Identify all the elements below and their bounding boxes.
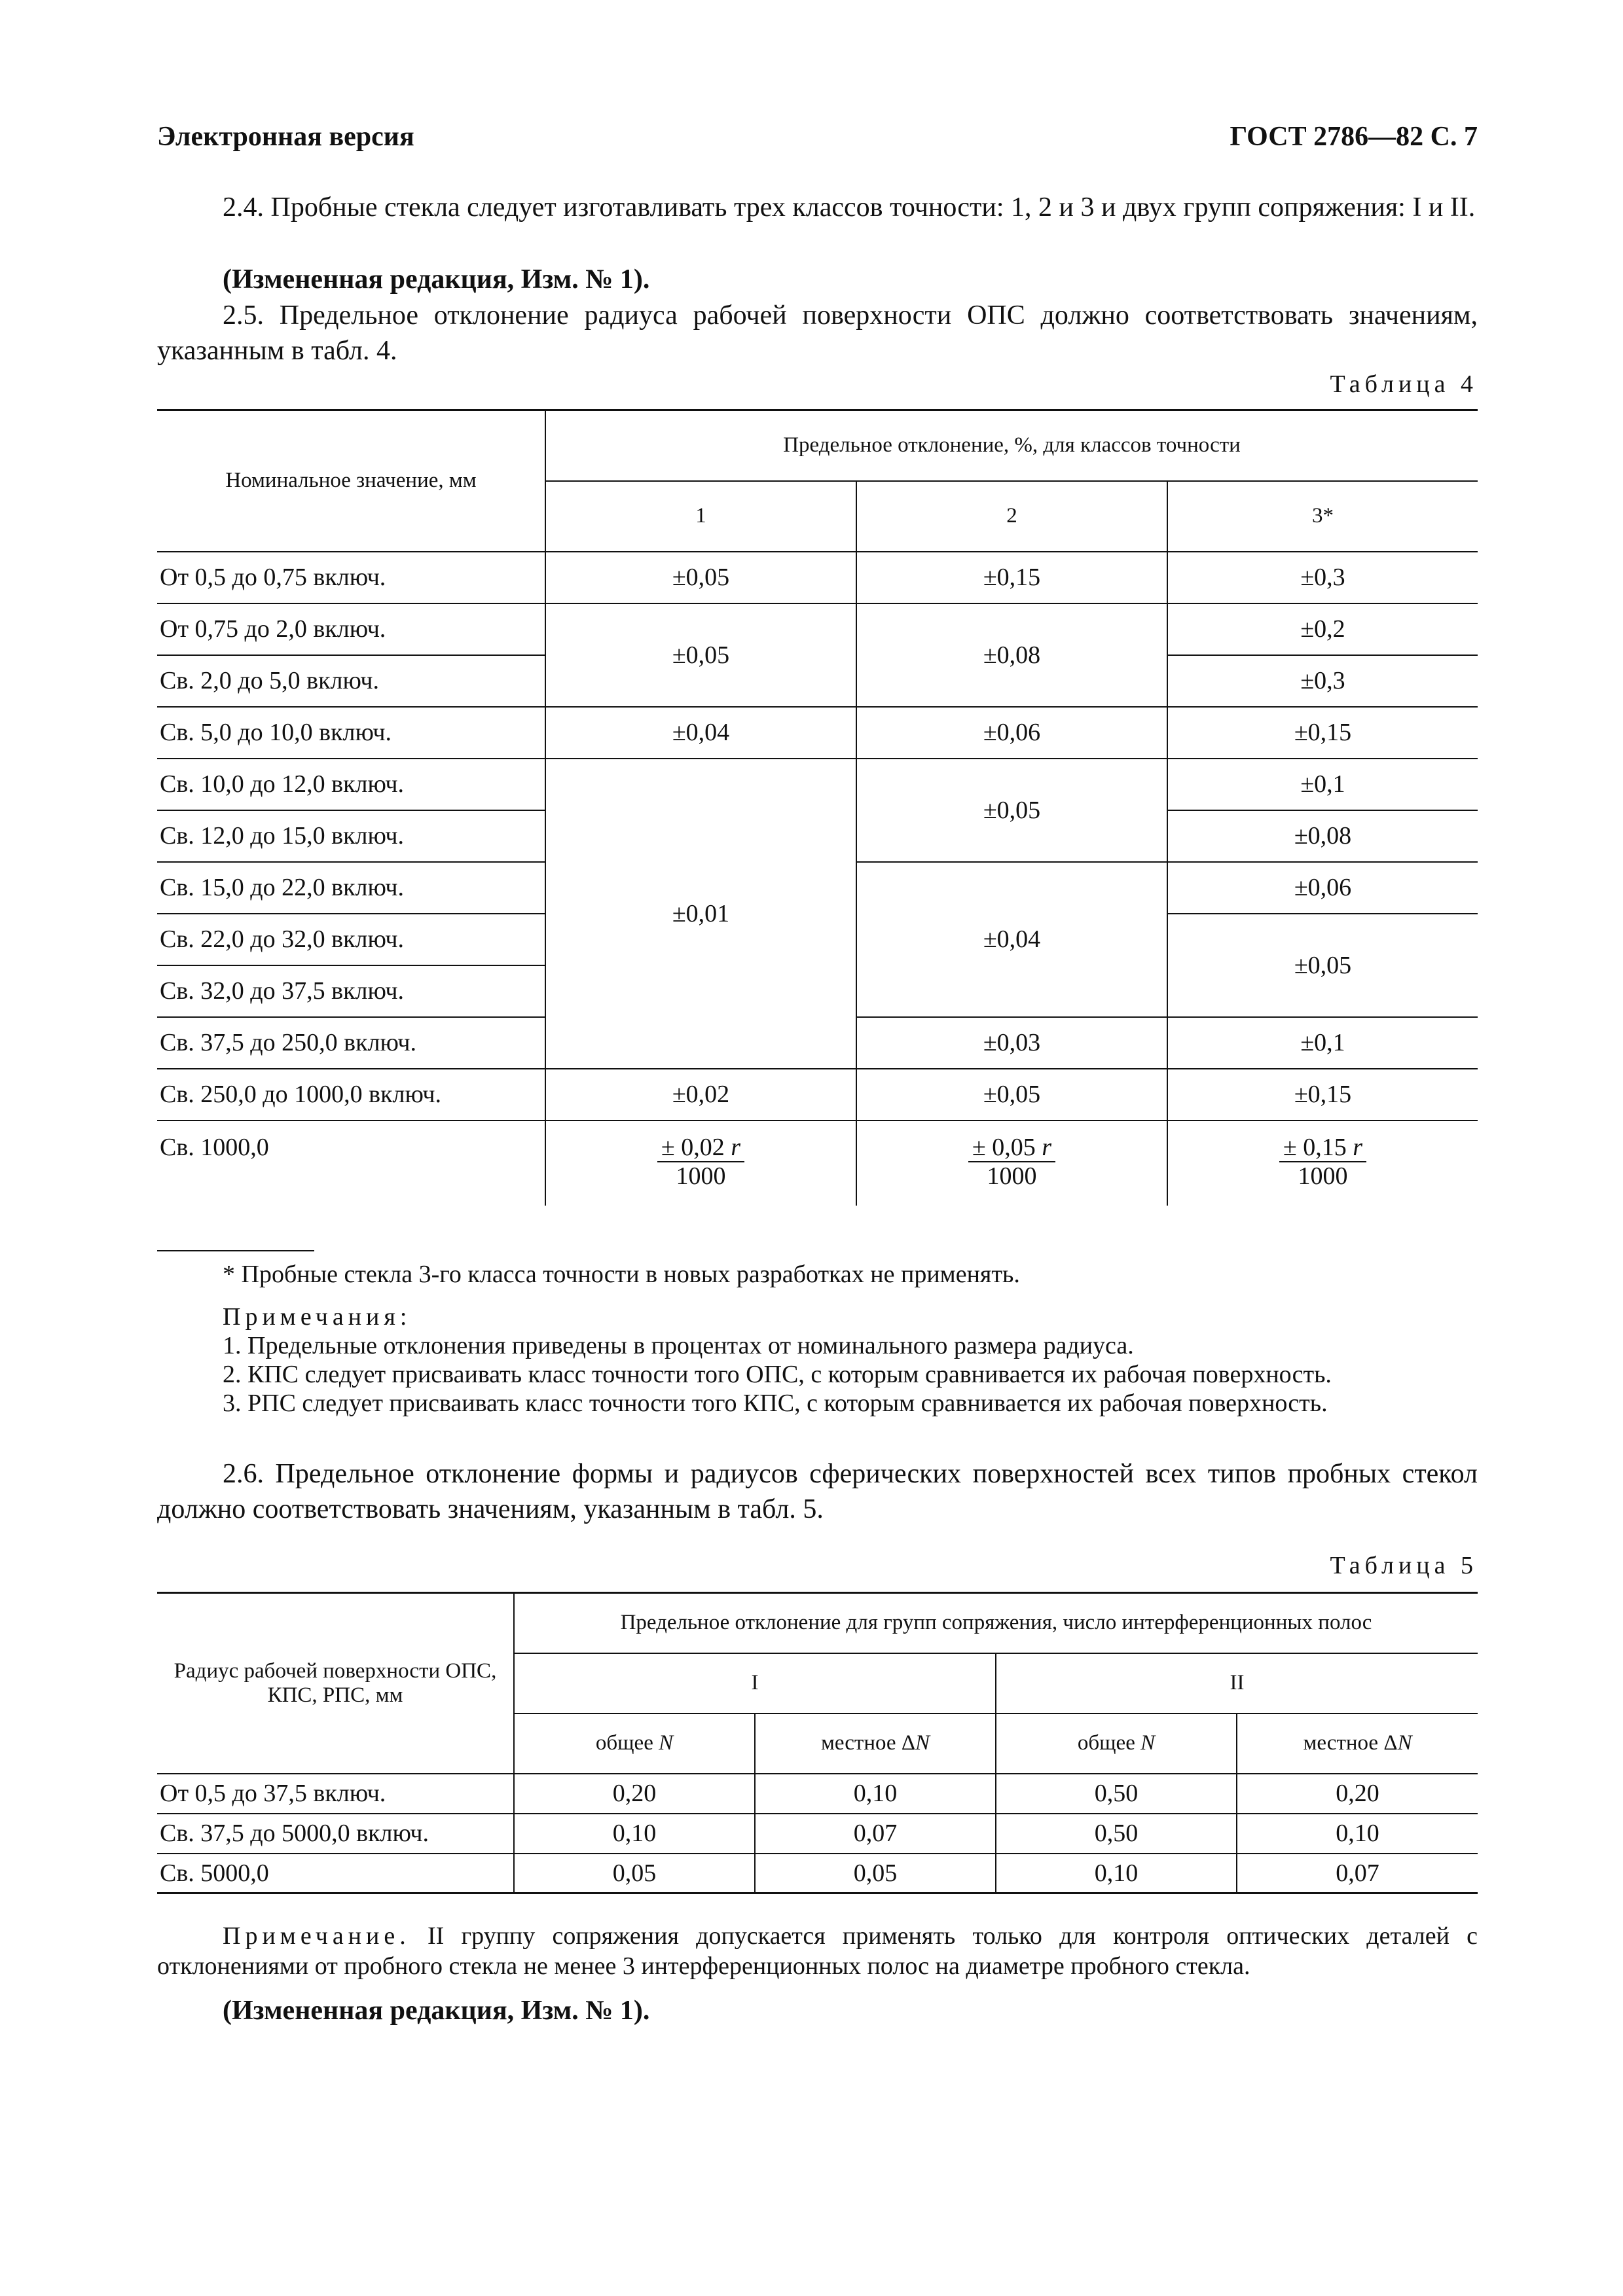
paragraph-2-5: 2.5. Предельное отклонение радиуса рабочей поверхности ОПС должно соответствовать значениям, указанным в табл. 4.: [157, 300, 1478, 366]
cell-value: 0,20: [514, 1774, 755, 1814]
header-deviation: Предельное отклонение для групп сопряжения, число интерференционных полос: [514, 1593, 1478, 1653]
cell-value: ±0,01: [545, 759, 856, 1069]
cell-value: ±0,15: [856, 552, 1167, 603]
header-total-n: общее N: [514, 1713, 755, 1774]
row-label: Св. 2,0 до 5,0 включ.: [157, 655, 545, 707]
header-edition: Электронная версия: [157, 122, 414, 152]
header-total-n: общее N: [996, 1713, 1237, 1774]
cell-value: 0,05: [514, 1854, 755, 1893]
cell-value: 0,10: [1237, 1814, 1478, 1854]
cell-value: ±0,02: [545, 1069, 856, 1121]
note-2: 2. КПС следует присваивать класс точности того ОПС, с которым сравнивается их рабочая поверхность.: [223, 1361, 1332, 1388]
header-radius: Радиус рабочей поверхности ОПС, КПС, РПС, мм: [157, 1593, 514, 1774]
cell-value: ±0,06: [856, 707, 1167, 759]
cell-value: ±0,08: [856, 603, 1167, 707]
header-local-dn: местное ΔN: [755, 1713, 996, 1774]
cell-value: ±0,04: [856, 862, 1167, 1017]
header-group-1: I: [514, 1653, 996, 1713]
cell-value: 0,07: [1237, 1854, 1478, 1893]
row-label: Св. 10,0 до 12,0 включ.: [157, 759, 545, 810]
row-label: От 0,5 до 37,5 включ.: [157, 1774, 514, 1814]
header-standard-page: ГОСТ 2786—82 С. 7: [1230, 122, 1478, 152]
row-label: Св. 5,0 до 10,0 включ.: [157, 707, 545, 759]
cell-value: 0,50: [996, 1814, 1237, 1854]
cell-fraction: $\frac{\pm 0,05 r}{1000}$: [856, 1121, 1167, 1206]
header-local-dn: местное ΔN: [1237, 1713, 1478, 1774]
row-label: Св. 37,5 до 5000,0 включ.: [157, 1814, 514, 1854]
row-label: Св. 5000,0: [157, 1854, 514, 1893]
cell-value: ±0,05: [856, 759, 1167, 862]
cell-value: 0,10: [996, 1854, 1237, 1893]
cell-value: ±0,04: [545, 707, 856, 759]
cell-value: 0,20: [1237, 1774, 1478, 1814]
note-3: 3. РПС следует присваивать класс точности того КПС, с которым сравнивается их рабочая поверхность.: [223, 1390, 1328, 1417]
cell-value: ±0,1: [1167, 1017, 1478, 1069]
cell-value: ±0,06: [1167, 862, 1478, 914]
cell-fraction: $\frac{\pm 0,02 r}{1000}$: [545, 1121, 856, 1206]
header-class-1: 1: [545, 481, 856, 552]
cell-value: ±0,15: [1167, 1069, 1478, 1121]
cell-value: 0,50: [996, 1774, 1237, 1814]
header-nominal: Номинальное значение, мм: [157, 410, 545, 552]
footnote-divider: [157, 1250, 314, 1251]
cell-value: ±0,05: [856, 1069, 1167, 1121]
table-5: [157, 1592, 1478, 1894]
note-1: 1. Предельные отклонения приведены в процентах от номинального размера радиуса.: [223, 1332, 1134, 1359]
cell-value: 0,07: [755, 1814, 996, 1854]
cell-value: ±0,05: [545, 552, 856, 603]
header-class-2: 2: [856, 481, 1167, 552]
footnote: * Пробные стекла 3-го класса точности в новых разработках не применять.: [223, 1261, 1020, 1288]
cell-value: ±0,2: [1167, 603, 1478, 655]
row-label: Св. 15,0 до 22,0 включ.: [157, 862, 545, 914]
table-5-note: Примечание. II группу сопряжения допускается применять только для контроля оптических деталей с отклонениями от пробного стекла не менее 3 интерференционных полос на диаметре пробного стекла.: [157, 1922, 1478, 1980]
cell-value: ±0,03: [856, 1017, 1167, 1069]
row-label: Св. 12,0 до 15,0 включ.: [157, 810, 545, 862]
row-label: Св. 22,0 до 32,0 включ.: [157, 914, 545, 965]
cell-value: ±0,3: [1167, 552, 1478, 603]
cell-value: 0,10: [755, 1774, 996, 1814]
cell-fraction: $\frac{\pm 0,15 r}{1000}$: [1167, 1121, 1478, 1206]
row-label: Св. 1000,0: [160, 1133, 269, 1161]
running-header: [157, 121, 1478, 160]
row-label: Св. 32,0 до 37,5 включ.: [157, 965, 545, 1017]
table-5-caption: Таблица 5: [1330, 1552, 1478, 1579]
cell-value: ±0,1: [1167, 759, 1478, 810]
header-deviation: Предельное отклонение, %, для классов точности: [545, 410, 1478, 481]
table-4: [157, 409, 1478, 1206]
row-label: От 0,75 до 2,0 включ.: [157, 603, 545, 655]
row-label: От 0,5 до 0,75 включ.: [157, 552, 545, 603]
cell-value: ±0,15: [1167, 707, 1478, 759]
paragraph-2-4: 2.4. Пробные стекла следует изготавливать трех классов точности: 1, 2 и 3 и двух групп сопряжения: I и II.: [223, 192, 1476, 223]
cell-value: 0,10: [514, 1814, 755, 1854]
header-class-3: 3*: [1167, 481, 1478, 552]
row-label: Св. 250,0 до 1000,0 включ.: [157, 1069, 545, 1121]
paragraph-2-6: 2.6. Предельное отклонение формы и радиусов сферических поверхностей всех типов пробных стекол должно соответствовать значениям, указанным в табл. 5.: [157, 1459, 1478, 1524]
cell-value: ±0,08: [1167, 810, 1478, 862]
row-label: Св. 37,5 до 250,0 включ.: [157, 1017, 545, 1069]
header-group-2: II: [996, 1653, 1478, 1713]
cell-value: ±0,05: [545, 603, 856, 707]
cell-value: ±0,3: [1167, 655, 1478, 707]
cell-value: ±0,05: [1167, 914, 1478, 1017]
table-4-caption: Таблица 4: [1330, 370, 1478, 398]
cell-value: 0,05: [755, 1854, 996, 1893]
amendment-note-2: (Измененная редакция, Изм. № 1).: [223, 1996, 650, 2026]
notes-title: Примечания:: [223, 1303, 412, 1331]
amendment-note: (Измененная редакция, Изм. № 1).: [223, 264, 650, 295]
